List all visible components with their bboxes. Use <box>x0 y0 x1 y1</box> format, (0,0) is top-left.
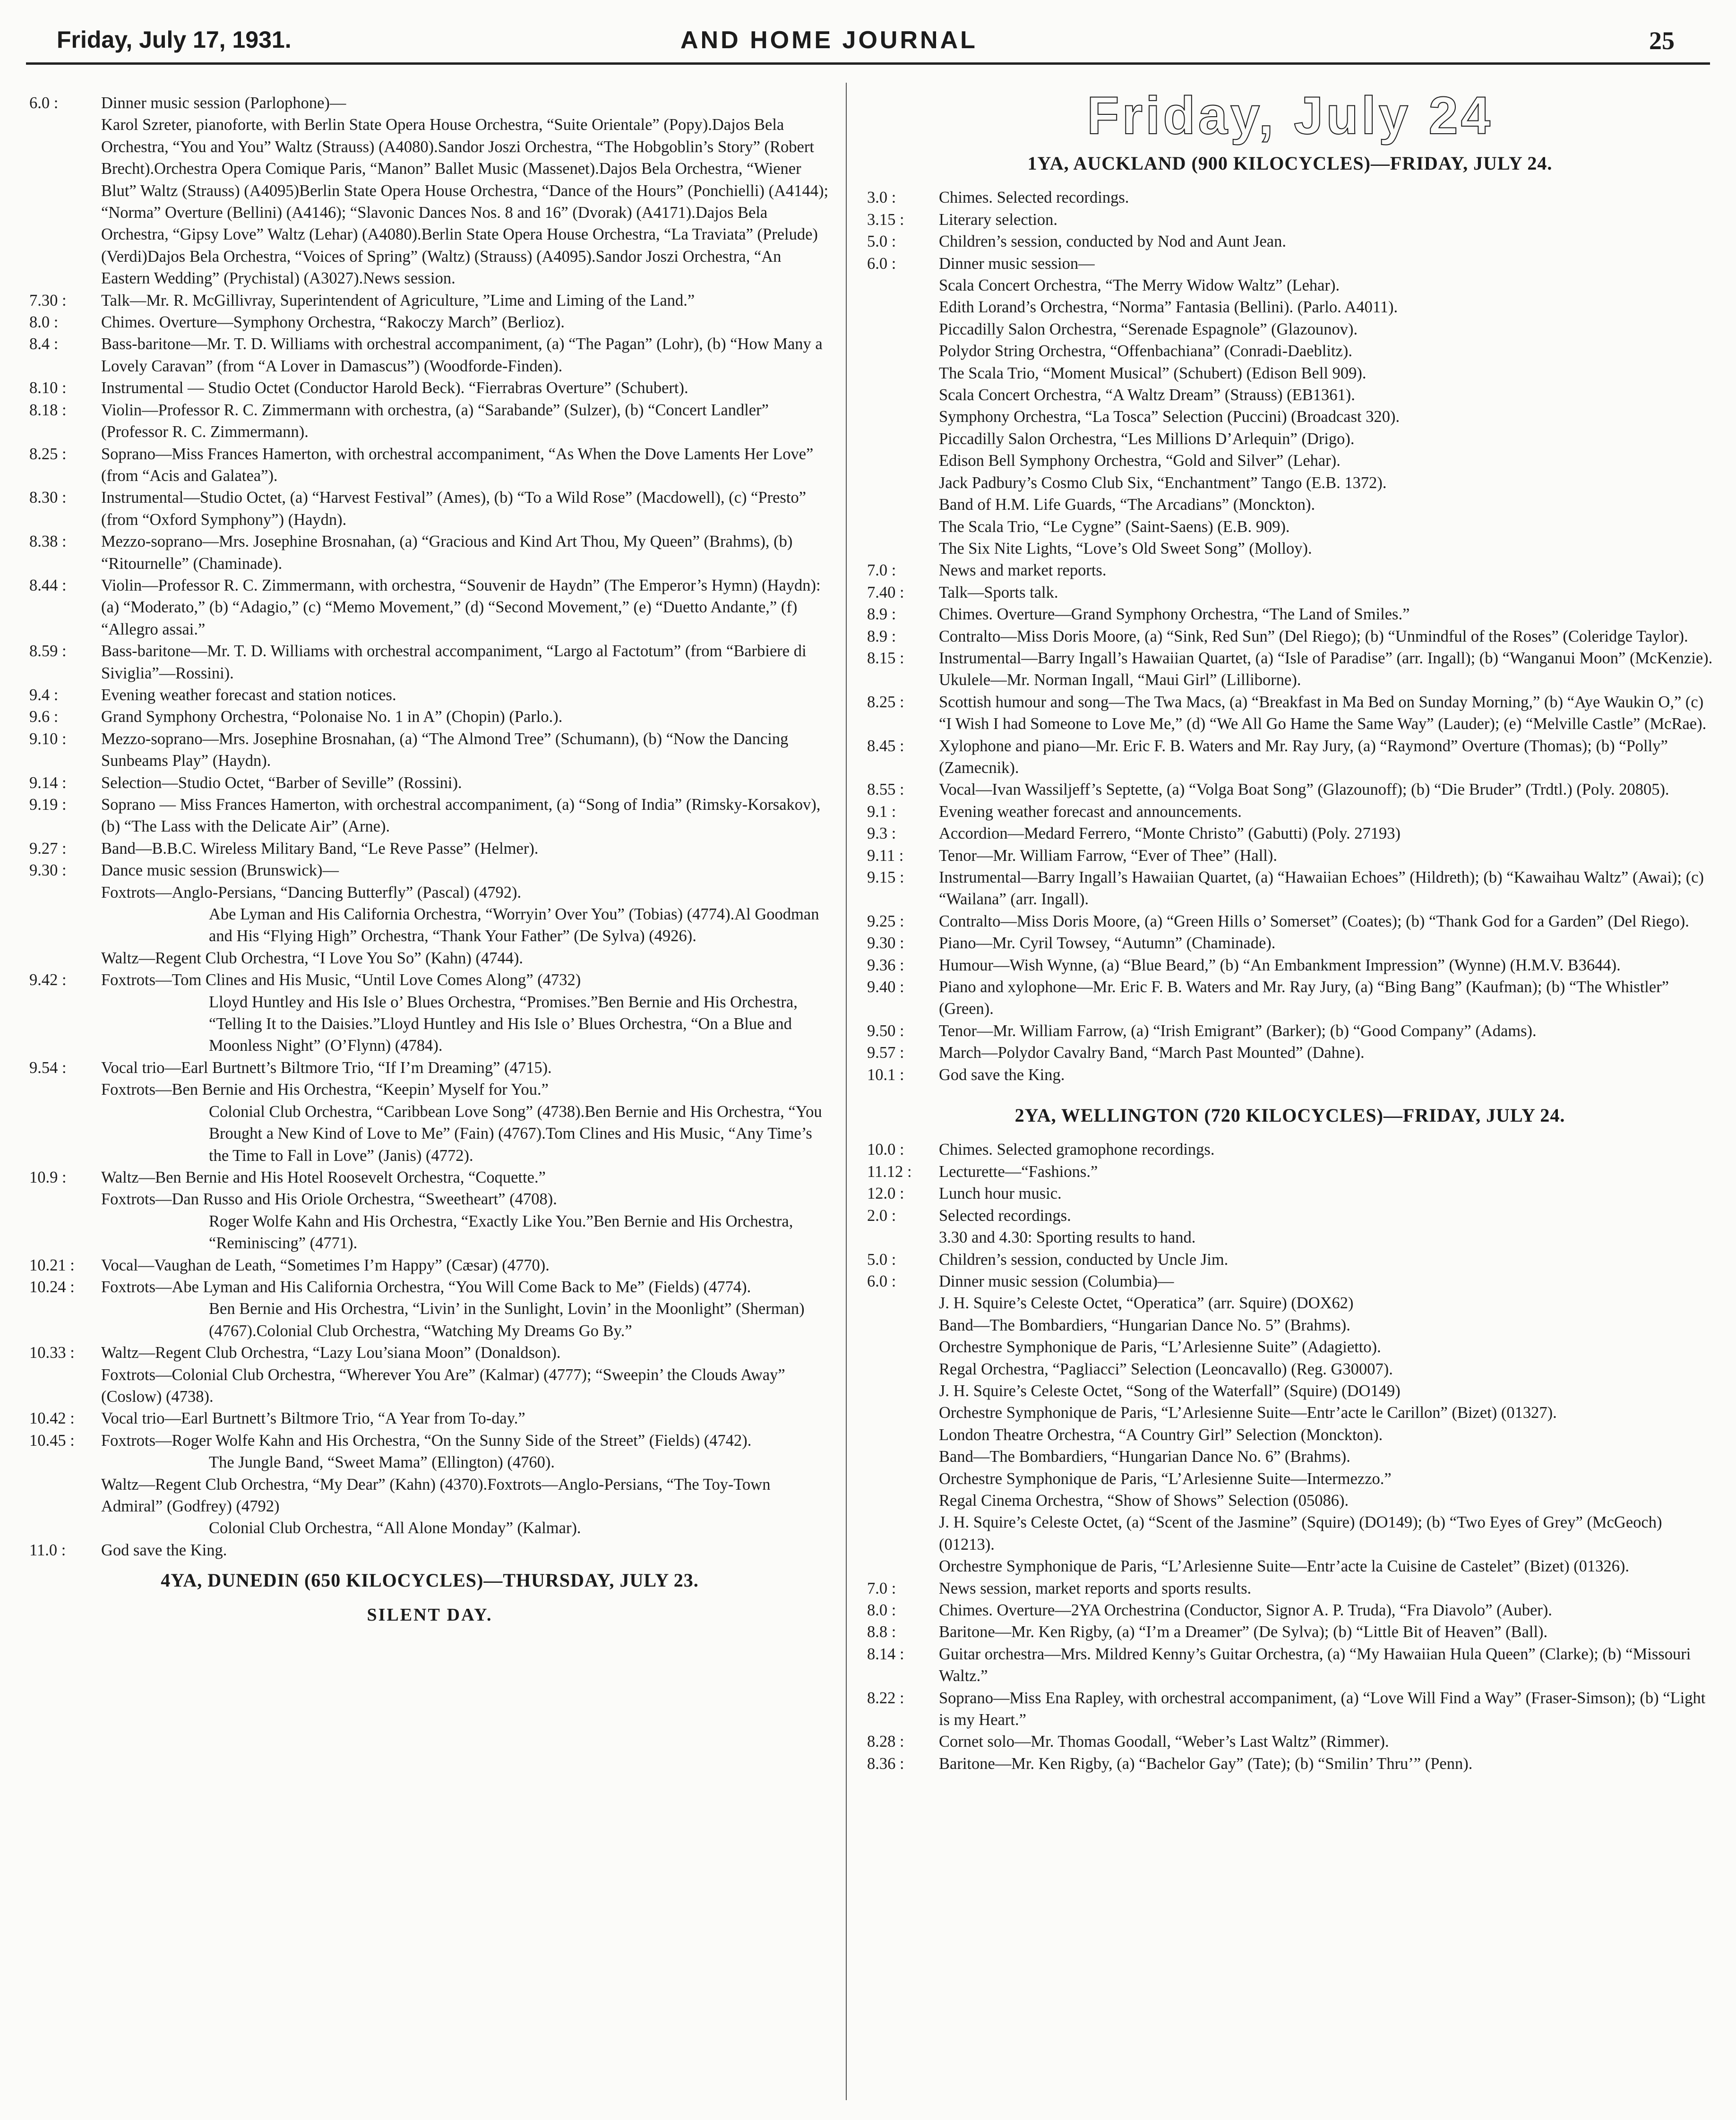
entry-line: Vocal—Vaughan de Leath, “Sometimes I’m Happy” (Cæsar) (4770). <box>101 1256 550 1274</box>
header-page-number: 25 <box>1649 26 1675 55</box>
entry-line: News session. <box>363 269 455 288</box>
entry-time: 9.30 : <box>29 861 67 880</box>
programme-entry <box>867 932 1713 954</box>
entry-line: Dajos Bela Orchestra, “Gipsy Love” Waltz (Lehar) (A4080). <box>101 204 768 244</box>
entry-time: 5.0 : <box>867 232 896 251</box>
programme-entry <box>867 1270 1713 1578</box>
entry-line: Piano and xylophone—Mr. Eric F. B. Waters and Mr. Ray Jury, (a) “Bing Bang” (Kaufman); (b) “The Whistler” (Green). <box>939 978 1669 1018</box>
entry-line: Instrumental—Barry Ingall’s Hawaiian Quartet, (a) “Hawaiian Echoes” (Hildreth); (b) “Kawaihau Waltz” (Awai); (c) “Wailana” (arr. Ingall). <box>939 868 1704 909</box>
entry-line: News and market reports. <box>939 561 1107 580</box>
entry-line: Soprano — Miss Frances Hamerton, with orchestral accompaniment, (a) “Song of India” (Rimsky-Korsakov), (b) “The Lass with the Delicate Air” (Arne). <box>101 796 821 836</box>
programme-entry <box>29 311 830 333</box>
auckland-station-heading: 1YA, AUCKLAND (900 KILOCYCLES)—FRIDAY, JULY 24. <box>1027 153 1553 174</box>
programme-entry <box>867 1621 1713 1643</box>
programme-entry <box>29 991 830 1057</box>
programme-entry <box>29 377 830 399</box>
entry-line: Berlin State Opera House Orchestra, “Dance of the Hours” (Ponchielli) (A4144); “Norma” Overture (Bellini) (A4146); “Slavonic Dances Nos. 8 and 16” (Dvorak) (A4171). <box>101 181 829 222</box>
dunedin-station-heading: 4YA, DUNEDIN (650 KILOCYCLES)—THURSDAY, JULY 23. <box>161 1570 699 1591</box>
entry-time: 8.15 : <box>867 649 904 667</box>
programme-entry <box>867 1731 1713 1752</box>
entry-time: 7.0 : <box>867 1579 896 1597</box>
programme-entry <box>29 1451 830 1473</box>
entry-line: Evening weather forecast and announcements. <box>939 802 1242 821</box>
programme-entry <box>867 845 1713 867</box>
entry-line: Vocal trio—Earl Burtnett’s Biltmore Trio, “If I’m Dreaming” (4715). <box>101 1058 552 1077</box>
entry-time: 11.0 : <box>29 1541 66 1559</box>
entry-time: 8.28 : <box>867 1733 904 1751</box>
entry-line: Chimes. Selected recordings. <box>939 189 1129 207</box>
entry-time: 8.22 : <box>867 1689 904 1707</box>
entry-line: Foxtrots—Roger Wolfe Kahn and His Orchestra, “On the Sunny Side of the Street” (Fields) (4742). <box>101 1431 752 1450</box>
entry-line: Soprano—Miss Frances Hamerton, with orchestral accompaniment, “As When the Dove Laments Her Love” (from “Acis and Galatea”). <box>101 445 814 485</box>
entry-line: Edith Lorand’s Orchestra, “Norma” Fantasia (Bellini). (Parlo. A4011). <box>939 298 1398 317</box>
entry-line: Orchestre Symphonique de Paris, “L’Arlesienne Suite—Entr’acte la Cuisine de Castelet” (Bizet) (01326). <box>939 1557 1630 1576</box>
programme-entry <box>29 1101 830 1167</box>
entry-time: 10.1 : <box>867 1065 904 1084</box>
entry-line: Instrumental — Studio Octet (Conductor Harold Beck). “Fierrabras Overture” (Schubert). <box>101 379 688 397</box>
entry-time: 6.0 : <box>29 94 59 112</box>
entry-line: Polydor String Orchestra, “Offenbachiana” (Conradi-Daeblitz). <box>939 342 1352 360</box>
programme-entry <box>867 253 1713 560</box>
entry-line: Ukulele—Mr. Norman Ingall, “Maui Girl” (Lilliborne). <box>939 671 1301 689</box>
entry-time: 12.0 : <box>867 1184 904 1203</box>
programme-entry <box>867 626 1713 647</box>
entry-time: 8.36 : <box>867 1754 904 1773</box>
entry-line: London Theatre Orchestra, “A Country Girl” Selection (Monckton). <box>939 1425 1383 1444</box>
entry-line: Dajos Bela Orchestra, “You and You” Waltz (Strauss) (A4080). <box>101 116 784 156</box>
entry-line: Piccadilly Salon Orchestra, “Les Millions D’Arlequin” (Drigo). <box>939 429 1355 448</box>
entry-time: 11.12 : <box>867 1162 912 1181</box>
entry-line: Soprano—Miss Ena Rapley, with orchestral accompaniment, (a) “Love Will Find a Way” (Fraser-Simson); (b) “Light is my Heart.” <box>939 1689 1706 1729</box>
programme-entry <box>867 1227 1713 1248</box>
programme-entry <box>867 187 1713 208</box>
entry-line: Selected recordings. <box>939 1206 1071 1225</box>
entry-time: 8.45 : <box>867 737 904 755</box>
programme-entry <box>867 1643 1713 1687</box>
entry-time: 9.10 : <box>29 730 67 748</box>
programme-entry <box>867 603 1713 625</box>
right-column <box>867 92 1713 2095</box>
entry-line: Orchestra Opera Comique Paris, “Manon” Ballet Music (Massenet). <box>154 160 599 178</box>
entry-line: Regal Orchestra, “Pagliacci” Selection (Leoncavallo) (Reg. G30007). <box>939 1360 1393 1378</box>
entry-time: 8.25 : <box>29 445 67 463</box>
programme-entry <box>867 231 1713 252</box>
day-heading: Friday, July 24 <box>1087 92 1493 145</box>
programme-entry <box>867 779 1713 800</box>
entry-line: Accordion—Medard Ferrero, “Monte Christo” (Gabutti) (Poly. 27193) <box>939 824 1401 843</box>
programme-entry <box>867 1249 1713 1270</box>
programme-entry <box>29 728 830 772</box>
entry-line: Chimes. Overture—Grand Symphony Orchestra, “The Land of Smiles.” <box>939 605 1410 624</box>
entry-time: 8.25 : <box>867 693 904 711</box>
programme-entry <box>867 1161 1713 1183</box>
entry-line: Scala Concert Orchestra, “A Waltz Dream” (Strauss) (EB1361). <box>939 386 1355 404</box>
programme-entry <box>867 1753 1713 1775</box>
programme-entry <box>29 1408 830 1429</box>
entry-time: 8.18 : <box>29 401 67 419</box>
entry-time: 8.0 : <box>867 1601 896 1619</box>
wellington-station-heading: 2YA, WELLINGTON (720 KILOCYCLES)—FRIDAY, JULY 24. <box>1014 1105 1565 1126</box>
entry-line: Grand Symphony Orchestra, “Polonaise No. 1 in A” (Chopin) (Parlo.). <box>101 708 563 726</box>
entry-line: Lunch hour music. <box>939 1184 1062 1203</box>
entry-time: 6.0 : <box>867 1272 896 1290</box>
programme-entry <box>29 640 830 684</box>
programme-entry <box>29 1430 830 1451</box>
entry-line: The Scala Trio, “Moment Musical” (Schubert) (Edison Bell 909). <box>939 364 1366 382</box>
entry-line: Vocal—Ivan Wassiljeff’s Septette, (a) “Volga Boat Song” (Glazounoff); (b) “Die Bruder” (Trdtl.) (Poly. 20805). <box>939 781 1669 799</box>
entry-line: Piano—Mr. Cyril Towsey, “Autumn” (Chaminade). <box>939 934 1276 953</box>
programme-entry <box>29 399 830 443</box>
entry-time: 10.42 : <box>29 1409 75 1428</box>
programme-entry <box>29 882 830 903</box>
entry-line: Talk—Mr. R. McGillivray, Superintendent of Agriculture, ”Lime and Liming of the Land.” <box>101 291 695 309</box>
entry-time: 9.4 : <box>29 686 59 704</box>
entry-line: Evening weather forecast and station notices. <box>101 686 396 704</box>
entry-line: Al Goodman and His “Flying High” Orchestra, “Thank Your Father” (De Sylva) (4926). <box>209 905 819 945</box>
entry-line: Dance music session (Brunswick)— <box>101 861 339 880</box>
entry-time: 7.0 : <box>867 561 896 580</box>
programme-entry <box>29 443 830 487</box>
programme-entry <box>867 582 1713 603</box>
programme-entry <box>867 1020 1713 1042</box>
entry-line: Foxtrots—Ben Bernie and His Orchestra, “Keepin’ Myself for You.” <box>101 1081 549 1099</box>
silent-day-note: SILENT DAY. <box>367 1605 493 1625</box>
entry-time: 10.33 : <box>29 1344 75 1362</box>
entry-line: Lloyd Huntley and His Isle o’ Blues Orchestra, “Promises.” <box>209 993 598 1011</box>
entry-time: 10.21 : <box>29 1256 75 1274</box>
left-column <box>29 92 830 2095</box>
entry-time: 9.6 : <box>29 708 59 726</box>
entry-line: Lecturette—“Fashions.” <box>939 1162 1098 1181</box>
entry-line: Karol Szreter, pianoforte, with Berlin State Opera House Orchestra, “Suite Orientale” (Popy). <box>101 116 712 134</box>
entry-line: Colonial Club Orchestra, “Watching My Dreams Go By.” <box>256 1322 632 1340</box>
programme-entry <box>29 947 830 969</box>
entry-line: Instrumental—Barry Ingall’s Hawaiian Quartet, (a) “Isle of Paradise” (arr. Ingall); (b) “Wanganui Moon” (McKenzie). <box>939 649 1713 667</box>
entry-line: Violin—Professor R. C. Zimmermann with orchestra, (a) “Sarabande” (Sulzer), (b) “Concert Landler” (Professor R. C. Zimmermann). <box>101 401 769 441</box>
entry-time: 2.0 : <box>867 1206 896 1225</box>
entry-time: 3.15 : <box>867 210 904 229</box>
entry-time: 5.0 : <box>867 1250 896 1269</box>
entry-line: Children’s session, conducted by Uncle Jim. <box>939 1250 1229 1269</box>
entry-line: God save the King. <box>939 1065 1065 1084</box>
entry-line: Chimes. Overture—Symphony Orchestra, “Rakoczy March” (Berlioz). <box>101 313 565 332</box>
programme-entry <box>29 1474 830 1518</box>
entry-time: 9.36 : <box>867 956 904 974</box>
entry-line: J. H. Squire’s Celeste Octet, “Song of the Waterfall” (Squire) (DO149) <box>939 1382 1401 1400</box>
programme-entry <box>29 1298 830 1342</box>
entry-line: Jack Padbury’s Cosmo Club Six, “Enchantment” Tango (E.B. 1372). <box>939 473 1387 492</box>
programme-entry <box>867 1064 1713 1086</box>
entry-line: Dinner music session— <box>939 254 1095 273</box>
programme-entry <box>867 910 1713 932</box>
entry-line: Mezzo-soprano—Mrs. Josephine Brosnahan, (a) “The Almond Tree” (Schumann), (b) “Now the Dancing Sunbeams Play” (Haydn). <box>101 730 789 770</box>
entry-line: Contralto—Miss Doris Moore, (a) “Sink, Red Sun” (Del Riego); (b) “Unmindful of the Roses” (Coleridge Taylor). <box>939 627 1688 645</box>
entry-line: Guitar orchestra—Mrs. Mildred Kenny’s Guitar Orchestra, (a) “My Hawaiian Hula Queen” (Clarke); (b) “Missouri Waltz.” <box>939 1645 1691 1685</box>
entry-line: Piccadilly Salon Orchestra, “Serenade Espagnole” (Glazounov). <box>939 320 1358 338</box>
entry-time: 9.57 : <box>867 1044 904 1062</box>
entry-time: 3.0 : <box>867 189 896 207</box>
programme-entry <box>867 801 1713 823</box>
programme-entry <box>867 647 1713 691</box>
entry-line: Foxtrots—Abe Lyman and His California Orchestra, “You Will Come Back to Me” (Fields) (4774). <box>101 1278 751 1296</box>
programme-entry <box>29 487 830 531</box>
programme-entry <box>29 92 830 114</box>
programme-entry <box>29 772 830 794</box>
entry-time: 8.44 : <box>29 576 67 594</box>
entry-line: Xylophone and piano—Mr. Eric F. B. Waters and Mr. Ray Jury, (a) “Raymond” Overture (Thomas); (b) “Polly” (Zamecnik). <box>939 737 1668 777</box>
entry-time: 9.27 : <box>29 839 67 858</box>
programme-entry <box>867 1042 1713 1064</box>
entry-line: Talk—Sports talk. <box>939 583 1058 601</box>
entry-line: Ben Bernie and His Orchestra, “Livin’ in the Sunlight, Lovin’ in the Moonlight” (Sherman) (4767). <box>209 1300 805 1340</box>
entry-line: March—Polydor Cavalry Band, “March Past Mounted” (Dahne). <box>939 1044 1365 1062</box>
programme-entry <box>29 838 830 859</box>
entry-line: Vocal trio—Earl Burtnett’s Biltmore Trio, “A Year from To-day.” <box>101 1409 525 1428</box>
programme-entry <box>29 706 830 728</box>
programme-entry <box>867 1687 1713 1731</box>
programme-entry <box>29 531 830 575</box>
entry-line: Baritone—Mr. Ken Rigby, (a) “I’m a Dreamer” (De Sylva); (b) “Little Bit of Heaven” (Ball). <box>939 1623 1548 1641</box>
entry-time: 8.9 : <box>867 627 896 645</box>
entry-time: 8.59 : <box>29 642 67 661</box>
entry-line: Sandor Joszi Orchestra, “An Eastern Wedding” (Prychistal) (A3027). <box>101 247 782 288</box>
entry-time: 9.42 : <box>29 971 67 989</box>
programme-entry <box>29 1210 830 1254</box>
entry-line: Scala Concert Orchestra, “The Merry Widow Waltz” (Lehar). <box>939 276 1340 295</box>
entry-line: Foxtrots—Dan Russo and His Oriole Orchestra, “Sweetheart” (4708). <box>101 1190 557 1209</box>
programme-entry <box>29 1539 830 1561</box>
entry-line: Scottish humour and song—The Twa Macs, (a) “Breakfast in Ma Bed on Sunday Morning,” (b) “Aye Waukin O,” (c) “I Wish I had Someone to Love Me,” (d) “We All Go Hame the Same Way” (Lauder); (e) “Melville Castle” (McRae). <box>939 693 1707 733</box>
entry-time: 8.10 : <box>29 379 67 397</box>
entry-line: Instrumental—Studio Octet, (a) “Harvest Festival” (Ames), (b) “To a Wild Rose” (Macdowell), (c) “Presto” (from “Oxford Symphony”) (Haydn). <box>101 489 807 529</box>
entry-line: Band—B.B.C. Wireless Military Band, “Le Reve Passe” (Helmer). <box>101 839 539 858</box>
entry-time: 8.55 : <box>867 781 904 799</box>
entry-line: Baritone—Mr. Ken Rigby, (a) “Bachelor Gay” (Tate); (b) “Smilin’ Thru’” (Penn). <box>939 1754 1473 1773</box>
programme-entry <box>867 209 1713 231</box>
entry-time: 8.4 : <box>29 335 59 353</box>
entry-time: 9.40 : <box>867 978 904 996</box>
entry-line: Tom Clines and His Music, “Any Time’s the Time to Fall in Love” (Janis) (4772). <box>209 1124 812 1165</box>
programme-entry <box>867 691 1713 735</box>
entry-line: Band of H.M. Life Guards, “The Arcadians” (Monckton). <box>939 496 1315 514</box>
entry-time: 9.54 : <box>29 1058 67 1077</box>
programme-entry <box>867 735 1713 779</box>
programme-entry <box>29 1517 830 1539</box>
entry-line: Orchestre Symphonique de Paris, “L’Arlesienne Suite—Entr’acte le Carillon” (Bizet) (01327). <box>939 1404 1557 1422</box>
entry-line: Humour—Wish Wynne, (a) “Blue Beard,” (b) “An Embankment Impression” (Wynne) (H.M.V. B3644). <box>939 956 1621 974</box>
programme-entry <box>29 903 830 947</box>
entry-line: Roger Wolfe Kahn and His Orchestra, “Exactly Like You.” <box>209 1212 593 1230</box>
dunedin-thursday-programme <box>29 92 830 1561</box>
entry-line: J. H. Squire’s Celeste Octet, “Operatica” (arr. Squire) (DOX62) <box>939 1294 1354 1313</box>
entry-line: Ben Bernie and His Orchestra, “You Brought a New Kind of Love to Me” (Fain) (4767). <box>209 1102 822 1143</box>
entry-line: The Jungle Band, “Sweet Mama” (Ellington) (4760). <box>209 1453 555 1472</box>
programme-entry <box>867 1578 1713 1599</box>
entry-time: 7.40 : <box>867 583 904 601</box>
entry-line: 3.30 and 4.30: Sporting results to hand. <box>939 1228 1196 1247</box>
entry-line: Orchestre Symphonique de Paris, “L’Arlesienne Suite—Intermezzo.” <box>939 1469 1392 1488</box>
entry-line: The Scala Trio, “Le Cygne” (Saint-Saens) (E.B. 909). <box>939 517 1290 536</box>
programme-entry <box>29 1254 830 1276</box>
entry-line: Regal Cinema Orchestra, “Show of Shows” Selection (05086). <box>939 1491 1349 1510</box>
entry-line: Dajos Bela Orchestra, “Wiener Blut” Waltz (Strauss) (A4095) <box>101 160 801 200</box>
entry-time: 9.30 : <box>867 934 904 953</box>
programme-entry <box>867 1139 1713 1160</box>
programme-entry <box>867 559 1713 581</box>
programme-entry <box>29 1276 830 1298</box>
entry-line: Tenor—Mr. William Farrow, (a) “Irish Emigrant” (Barker); (b) “Good Company” (Adams). <box>939 1021 1537 1040</box>
column-divider <box>846 83 847 2100</box>
entry-time: 9.3 : <box>867 824 896 843</box>
entry-line: Band—The Bombardiers, “Hungarian Dance No. 6” (Brahms). <box>939 1448 1350 1466</box>
entry-time: 9.14 : <box>29 773 67 792</box>
entry-line: Dajos Bela Orchestra, “Voices of Spring” (Waltz) (Strauss) (A4095). <box>147 247 596 266</box>
entry-time: 9.1 : <box>867 802 896 821</box>
entry-line: Dinner music session (Parlophone)— <box>101 94 346 112</box>
entry-line: Ben Bernie and His Orchestra, “Reminiscing” (4771). <box>209 1212 793 1253</box>
entry-time: 8.14 : <box>867 1645 904 1663</box>
entry-line: Tenor—Mr. William Farrow, “Ever of Thee” (Hall). <box>939 846 1277 865</box>
programme-entry <box>29 1342 830 1408</box>
programme-entry <box>867 867 1713 910</box>
programme-entry <box>29 1167 830 1210</box>
programme-entry <box>29 114 830 289</box>
programme-entry <box>867 1599 1713 1621</box>
entry-line: The Six Nite Lights, “Love’s Old Sweet Song” (Molloy). <box>939 539 1312 558</box>
entry-line: Bass-baritone—Mr. T. D. Williams with orchestral accompaniment, “Largo al Factotum” (from “Barbiere di Siviglia”—Rossini). <box>101 642 807 682</box>
entry-line: News session, market reports and sports results. <box>939 1579 1252 1597</box>
entry-line: Orchestre Symphonique de Paris, “L’Arlesienne Suite” (Adagietto). <box>939 1338 1381 1356</box>
entry-line: Waltz—Ben Bernie and His Hotel Roosevelt Orchestra, “Coquette.” <box>101 1168 546 1186</box>
programme-entry <box>29 333 830 377</box>
entry-line: Berlin State Opera House Orchestra, “La Traviata” (Prelude) (Verdi) <box>101 225 818 266</box>
entry-time: 9.25 : <box>867 912 904 930</box>
entry-time: 8.9 : <box>867 605 896 624</box>
entry-time: 10.45 : <box>29 1431 75 1450</box>
auckland-programme <box>867 187 1713 1086</box>
entry-line: Foxtrots—Tom Clines and His Music, “Until Love Comes Along” (4732) <box>101 971 581 989</box>
entry-line: Band—The Bombardiers, “Hungarian Dance No. 5” (Brahms). <box>939 1316 1350 1334</box>
header-rule <box>26 62 1710 65</box>
entry-line: Waltz—Regent Club Orchestra, “Lazy Lou’siana Moon” (Donaldson). <box>101 1344 561 1362</box>
header-date: Friday, July 17, 1931. <box>57 26 292 53</box>
entry-line: Mezzo-soprano—Mrs. Josephine Brosnahan, (a) “Gracious and Kind Art Thou, My Queen” (Brahms), (b) “Ritournelle” (Chaminade). <box>101 532 793 573</box>
entry-time: 10.0 : <box>867 1141 904 1159</box>
entry-time: 8.38 : <box>29 532 67 551</box>
programme-entry <box>29 794 830 838</box>
entry-line: God save the King. <box>101 1541 227 1559</box>
entry-time: 10.9 : <box>29 1168 67 1186</box>
entry-line: Selection—Studio Octet, “Barber of Seville” (Rossini). <box>101 773 462 792</box>
entry-time: 9.11 : <box>867 846 904 865</box>
programme-entry <box>867 954 1713 976</box>
entry-line: Dinner music session (Columbia)— <box>939 1272 1174 1290</box>
entry-line: Foxtrots—Anglo-Persians, “The Toy-Town Admiral” (Godfrey) (4792) <box>101 1475 771 1515</box>
entry-time: 8.8 : <box>867 1623 896 1641</box>
entry-line: Abe Lyman and His California Orchestra, “Worryin’ Over You” (Tobias) (4774). <box>209 905 735 924</box>
entry-line: Symphony Orchestra, “La Tosca” Selection (Puccini) (Broadcast 320). <box>939 408 1400 426</box>
programme-entry <box>29 1057 830 1101</box>
entry-line: Literary selection. <box>939 210 1057 229</box>
wellington-programme <box>867 1139 1713 1775</box>
entry-line: Bass-baritone—Mr. T. D. Williams with orchestral accompaniment, (a) “The Pagan” (Lohr), (b) “How Many a Lovely Caravan” (from “A Lover in Damascus”) (Woodforde-Finden). <box>101 335 823 375</box>
programme-entry <box>29 575 830 640</box>
entry-line: Sandor Joszi Orchestra, “The Hobgoblin’s Story” (Robert Brecht). <box>101 137 814 178</box>
entry-time: 6.0 : <box>867 254 896 273</box>
programme-entry <box>29 684 830 706</box>
entry-time: 8.0 : <box>29 313 59 332</box>
programme-entry <box>29 969 830 991</box>
entry-line: Ben Bernie and His Orchestra, “Telling It to the Daisies.” <box>209 993 798 1033</box>
programme-entry <box>29 290 830 311</box>
entry-time: 9.19 : <box>29 796 67 814</box>
header-journal-title: AND HOME JOURNAL <box>680 26 978 54</box>
entry-line: Foxtrots—Anglo-Persians, “Dancing Butterfly” (Pascal) (4792). <box>101 883 522 901</box>
entry-time: 8.30 : <box>29 489 67 507</box>
entry-line: Colonial Club Orchestra, “Caribbean Love Song” (4738). <box>209 1102 585 1121</box>
entry-line: Cornet solo—Mr. Thomas Goodall, “Weber’s Last Waltz” (Rimmer). <box>939 1733 1389 1751</box>
programme-entry <box>867 1205 1713 1227</box>
entry-line: Children’s session, conducted by Nod and Aunt Jean. <box>939 232 1286 251</box>
entry-line: Waltz—Regent Club Orchestra, “I Love You So” (Kahn) (4744). <box>101 949 524 967</box>
entry-line: Contralto—Miss Doris Moore, (a) “Green Hills o’ Somerset” (Coates); (b) “Thank God for a Garden” (Del Riego). <box>939 912 1689 930</box>
entry-line: Chimes. Overture—2YA Orchestrina (Conductor, Signor A. P. Truda), “Fra Diavolo” (Auber). <box>939 1601 1552 1619</box>
entry-line: Lloyd Huntley and His Isle o’ Blues Orchestra, “On a Blue and Moonless Night” (O’Flynn) (4784). <box>209 1015 792 1055</box>
entry-line: Colonial Club Orchestra, “All Alone Monday” (Kalmar). <box>209 1519 581 1537</box>
entry-time: 10.24 : <box>29 1278 75 1296</box>
entry-time: 9.15 : <box>867 868 904 886</box>
entry-line: Violin—Professor R. C. Zimmermann, with orchestra, “Souvenir de Haydn” (The Emperor’s Hymn) (Haydn): (a) “Moderato,” (b) “Adagio,” (c) “Memo Movement,” (d) “Second Movement,” (e) “Duetto Andante,” (f) “Allegro assai.” <box>101 576 821 638</box>
programme-entry <box>29 859 830 881</box>
programme-entry <box>867 823 1713 844</box>
entry-line: J. H. Squire’s Celeste Octet, (a) “Scent of the Jasmine” (Squire) (DO149); (b) “Two Eyes of Grey” (McGeoch) (01213). <box>939 1513 1662 1554</box>
entry-line: Chimes. Selected gramophone recordings. <box>939 1141 1215 1159</box>
entry-line: Waltz—Regent Club Orchestra, “My Dear” (Kahn) (4370). <box>101 1475 488 1493</box>
entry-line: Foxtrots—Colonial Club Orchestra, “Wherever You Are” (Kalmar) (4777); “Sweepin’ the Clouds Away” (Coslow) (4738). <box>101 1365 785 1406</box>
programme-entry <box>867 976 1713 1020</box>
entry-line: Edison Bell Symphony Orchestra, “Gold and Silver” (Lehar). <box>939 452 1341 470</box>
programme-entry <box>867 1183 1713 1204</box>
entry-time: 9.50 : <box>867 1021 904 1040</box>
entry-time: 7.30 : <box>29 291 67 309</box>
